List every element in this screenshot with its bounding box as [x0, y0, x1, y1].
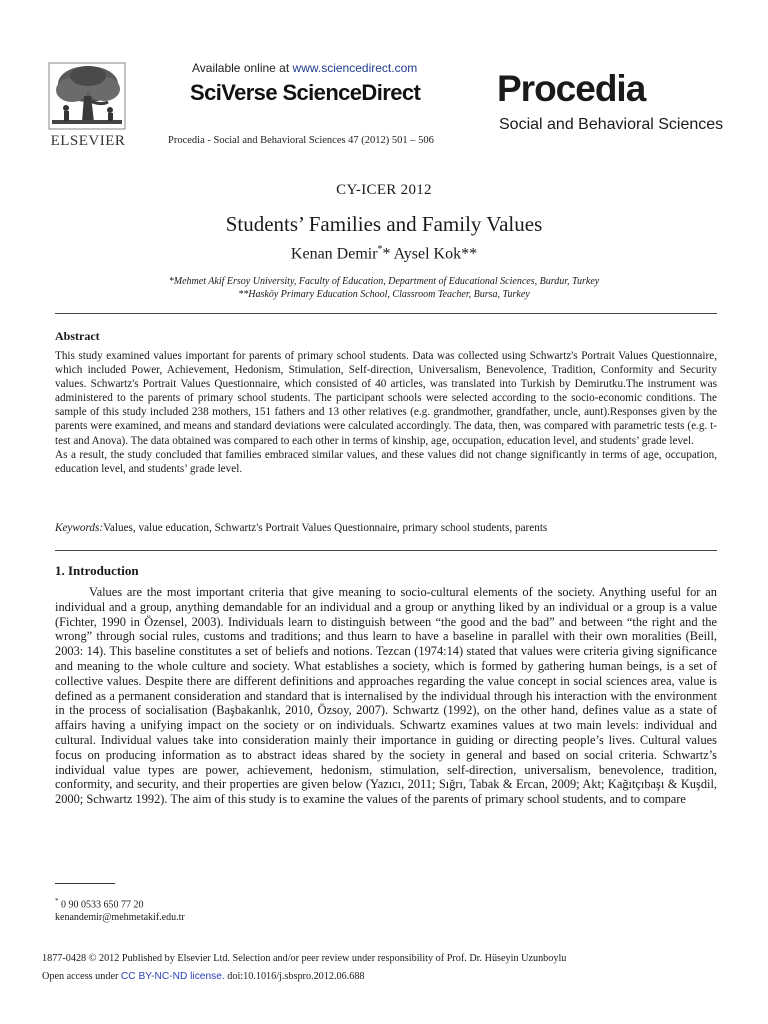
affiliation: *Mehmet Akif Ersoy University, Faculty of Education, Department of Educational Sciences, Burdur, Turkey — [168, 276, 600, 287]
keywords-label: Keywords: — [55, 522, 104, 534]
introduction-heading: 1. Introduction — [55, 563, 139, 578]
keywords-line — [55, 522, 717, 534]
keywords-text: Values, value education, Schwartz's Portrait Values Questionnaire, primary school students, parents — [103, 522, 548, 534]
footnote-mark: * — [55, 897, 59, 905]
platform-name: SciVerse ScienceDirect — [190, 80, 421, 105]
abstract-paragraph: As a result, the study concluded that families embraced similar values, and these values did not change significantly in terms of age, occupation, education level, and students’ grade level. — [55, 448, 717, 475]
available-prefix: Available online at — [192, 61, 293, 75]
author-name: Aysel Kok** — [393, 245, 478, 263]
phone-number: 0 90 0533 650 77 20 — [58, 899, 144, 911]
abstract-paragraph: This study examined values important for parents of primary school students. Data was collected using Schwartz's Portrait Values Questionnaire, which included Power, Achievement, Hedonism, Stimulation, Self-direction, Universalism, Benevolence, Tradition, Conformity and Security values. Schwartz's Portrait Values Questionnaire, which consisted of 40 articles, was translated into Turkish by Demirutku.The instrument was administered to the parents of primary school students. The participant schools were selected according to the socio-economic conditions. The sample of this study included 238 mothers, 151 fathers and 13 other relatives (e.g. grandmother, grandfather, uncle, aunt).Responses given by the parents were examined, and means and standard deviations were calculated accordingly. The data, then, was compared with parametric tests (e.g. t-test and Anova). The data obtained was compared to each other in terms of kinship, age, occupation, education level, and students’ grade level. — [55, 350, 717, 447]
affiliation: **Hasköy Primary Education School, Classroom Teacher, Bursa, Turkey — [238, 289, 530, 300]
footnote-divider — [55, 883, 115, 884]
elsevier-tree-logo — [48, 62, 126, 130]
abstract-heading: Abstract — [55, 329, 100, 343]
abstract-body — [55, 349, 717, 476]
open-access-prefix: Open access under — [42, 971, 121, 982]
journal-brand: Procedia — [497, 68, 646, 109]
section-divider — [55, 550, 717, 551]
journal-citation: Procedia - Social and Behavioral Sciences 47 (2012) 501 – 506 — [168, 135, 434, 146]
section-divider — [55, 313, 717, 314]
availability-line — [192, 61, 452, 75]
author-separator: * — [382, 245, 394, 263]
article-title: Students’ Families and Family Values — [225, 212, 543, 236]
footnote-phone — [55, 897, 144, 910]
journal-subtitle: Social and Behavioral Sciences — [499, 116, 724, 133]
introduction-body: Values are the most important criteria that give meaning to socio-cultural elements of the society. Anything useful for an individual and a group, anything demandable for an individual and a group or anything liked by an individual or a group is a value (Fichter, 1990 in Özensel, 2003). Individuals learn to distinguish between “the good and the bad” and between “the right and the wrong” through social rules, customs and traditions; and thus learn to have a baseline in parallel with their own moralities (Beill, 2003: 14). This baseline constitutes a set of beliefs and notions. Tezcan (1974:14) stated that values were criteria giving significance and meaning to the whole culture and society. What establishes a society, which is formed by gathering human beings, is a set of collective values. Despite there are different definitions and approaches regarding the value concept in social sciences area, value is defined as a permanent consideration and standard that is internalised by the individual through his interaction with the environment in the process of socialisation (Başbakanlık, 2010, Özsoy, 2007). Schwartz (1992), on the other hand, defines value as a state of affairs having a unifying impact on the society or on individuals. Schwartz examines values at two main levels: individual and cultural. Individual values take into consideration mainly their importance in guiding or directing people’s lives. Cultural values focus on producing information as to abstract ideas shared by the society in general and based on social criteria. Schwartz’s individual value types are power, achievement, hedonism, stimulation, self-direction, universalism, benevolence, tradition, conformity, and security, and their properties are given below (Yazıcı, 2011; Sığrı, Tabak & Ercan, 2009; Akt; Kağıtçıbaşı & Kuşdil, 2000; Schwartz 1992). The aim of this study is to examine the values of the parents of primary school students, and to compare — [55, 585, 717, 807]
sciencedirect-link[interactable]: www.sciencedirect.com — [292, 61, 418, 75]
author-name: Kenan Demir — [290, 245, 378, 263]
corresponding-mark: * — [377, 244, 383, 255]
doi: doi:10.1016/j.sbspro.2012.06.688 — [224, 971, 365, 982]
author-list — [0, 244, 768, 263]
open-access-line — [42, 971, 742, 982]
copyright-line: 1877-0428 © 2012 Published by Elsevier Ltd. Selection and/or peer review under responsibility of Prof. Dr. Hüseyin Uzunboylu — [42, 953, 567, 964]
footnote-email[interactable]: kenandemir@mehmetakif.edu.tr — [55, 912, 185, 923]
publisher-name: ELSEVIER — [50, 133, 126, 149]
license-link[interactable]: CC BY-NC-ND license. — [120, 971, 225, 982]
conference-name: CY-ICER 2012 — [336, 182, 432, 198]
